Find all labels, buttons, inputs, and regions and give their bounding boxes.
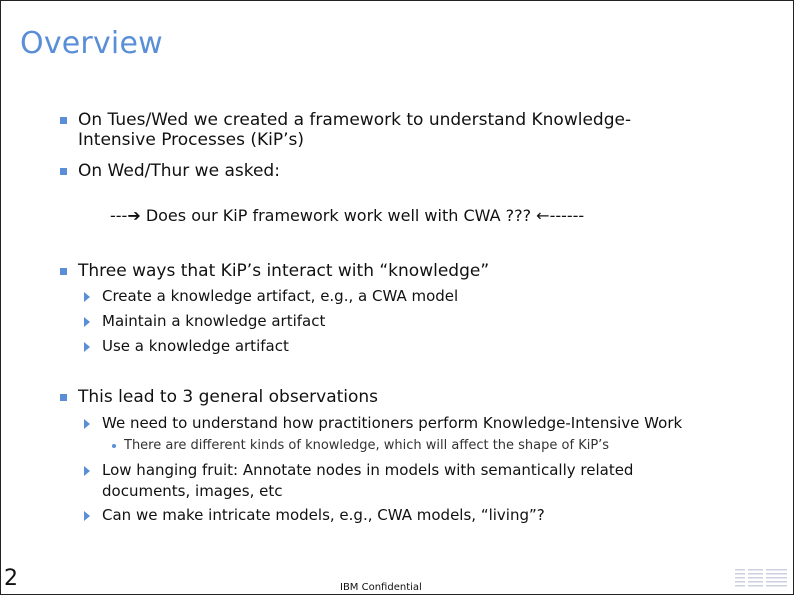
observations-heading: This lead to 3 general observations [78, 387, 379, 407]
sub-bullet-item [84, 311, 325, 332]
triangle-bullet-icon [84, 292, 90, 302]
sub-bullet-text: Maintain a knowledge artifact [102, 312, 326, 330]
dot-bullet-icon [112, 444, 116, 448]
sub-sub-bullet-text: There are different kinds of knowledge, which will affect the shape of KiP’s [124, 438, 610, 453]
sub-sub-bullet-item [112, 437, 609, 455]
triangle-bullet-icon [84, 511, 90, 521]
sub-bullet-text: Create a knowledge artifact, e.g., a CWA model [102, 287, 459, 305]
sub-bullet-item [84, 505, 545, 526]
triangle-bullet-icon [84, 466, 90, 476]
page-number: 2 [4, 566, 18, 591]
triangle-bullet-icon [84, 419, 90, 429]
sub-bullet-text: Can we make intricate models, e.g., CWA models, “living”? [102, 506, 545, 524]
square-bullet-icon [60, 268, 67, 275]
sub-bullet-text: We need to understand how practitioners perform Knowledge-Intensive Work [102, 414, 683, 432]
bullet-text-line1: On Tues/Wed we created a framework to understand Knowledge- [78, 110, 632, 130]
ways-heading: Three ways that KiP’s interact with “knowledge” [78, 261, 490, 281]
ibm-logo-icon [733, 567, 789, 589]
sub-bullet-item [84, 336, 289, 357]
bullet-text: On Wed/Thur we asked: [78, 161, 280, 181]
square-bullet-icon [60, 394, 67, 401]
triangle-bullet-icon [84, 342, 90, 352]
sub-bullet-item [84, 286, 458, 307]
sub-bullet-item [84, 413, 682, 434]
sub-bullet-text: Use a knowledge artifact [102, 337, 289, 355]
bullet-item [60, 387, 378, 407]
bullet-item [60, 161, 280, 181]
bullet-text-line2: Intensive Processes (KiP’s) [78, 130, 305, 150]
footer-text: IBM Confidential [340, 582, 422, 593]
sub-bullet-text-line2: documents, images, etc [102, 482, 283, 500]
bullet-item [60, 261, 489, 281]
question-line: ---➔ Does our KiP framework work well with CWA ??? ←------ [110, 206, 585, 225]
square-bullet-icon [60, 117, 67, 124]
slide-title: Overview [20, 26, 163, 61]
sub-bullet-text-line1: Low hanging fruit: Annotate nodes in models with semantically related [102, 461, 634, 479]
triangle-bullet-icon [84, 317, 90, 327]
bullet-item [60, 110, 631, 150]
sub-bullet-item [84, 460, 633, 502]
square-bullet-icon [60, 168, 67, 175]
